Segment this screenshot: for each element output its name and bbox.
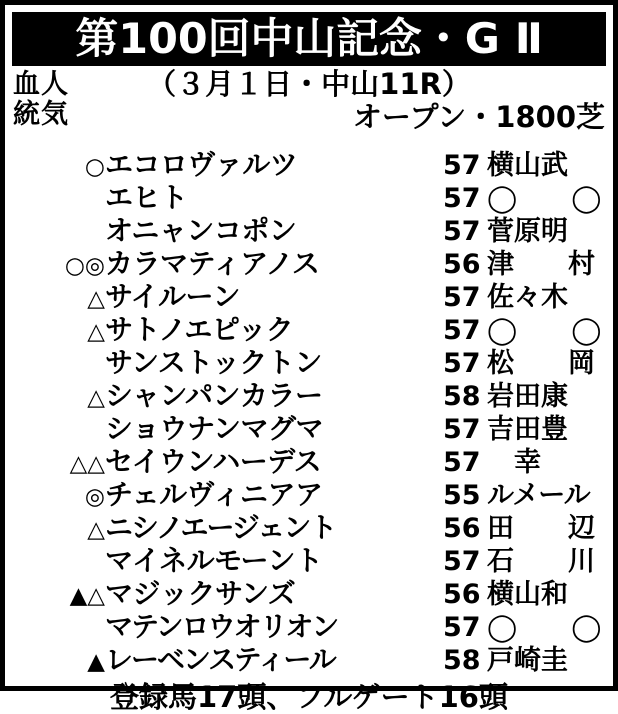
horse-name: シャンパンカラー xyxy=(105,379,323,412)
horse-marks: ○ xyxy=(84,154,105,180)
horse-name: エコロヴァルツ xyxy=(105,148,298,181)
horse-marks: △ xyxy=(87,385,105,411)
table-row xyxy=(13,148,605,181)
horse-marks: ▲ xyxy=(87,649,105,675)
horse-weight: 57 xyxy=(443,183,481,214)
horse-jockey: 田 辺 xyxy=(487,513,595,544)
horse-weight: 57 xyxy=(443,282,481,313)
horse-weight: 57 xyxy=(443,150,481,181)
horse-marks: △ xyxy=(87,319,105,345)
horse-weight: 57 xyxy=(443,546,481,577)
horse-jockey: 岩田康 xyxy=(487,381,568,412)
horse-name: ニシノエージェント xyxy=(105,511,336,544)
horse-name: セイウンハーデス xyxy=(105,445,322,478)
horse-jockey: 幸 xyxy=(487,447,568,478)
horse-jockey: 菅原明 xyxy=(487,216,568,247)
horse-name: レーベンスティール xyxy=(105,643,335,676)
header-label-blood: 血人 xyxy=(13,69,69,100)
race-header xyxy=(13,68,605,146)
horse-name: サトノエピック xyxy=(105,313,294,346)
horse-name: マジックサンズ xyxy=(105,577,296,610)
race-conditions: オープン・1800芝 xyxy=(352,100,605,134)
horse-weight: 57 xyxy=(443,315,481,346)
table-row xyxy=(13,214,605,247)
horse-jockey: 戸崎圭 xyxy=(487,645,568,676)
horse-marks: ○◎ xyxy=(64,253,105,279)
horse-jockey: 横山武 xyxy=(487,150,568,181)
horse-name: マテンロウオリオン xyxy=(105,610,338,643)
horse-jockey: 石 川 xyxy=(487,546,595,577)
horse-name: カラマティアノス xyxy=(105,247,320,280)
horse-marks: ◎ xyxy=(84,484,105,510)
horse-weight: 56 xyxy=(443,249,481,280)
horse-name: チェルヴィニアア xyxy=(105,478,323,511)
horse-jockey: 松 岡 xyxy=(487,348,595,379)
horse-jockey: ◯ ◯ xyxy=(487,612,602,643)
horse-name: サイルーン xyxy=(105,280,240,313)
horse-name: オニャンコポン xyxy=(105,214,297,247)
table-row xyxy=(13,379,605,412)
horse-marks: △△ xyxy=(69,451,105,477)
table-row xyxy=(13,445,605,478)
table-row xyxy=(13,643,605,676)
table-row xyxy=(13,181,605,214)
table-row xyxy=(13,511,605,544)
horse-jockey: ◯ ◯ xyxy=(487,183,602,214)
horse-jockey: 津 村 xyxy=(487,249,595,280)
table-row xyxy=(13,544,605,577)
horse-weight: 58 xyxy=(443,645,481,676)
horse-weight: 55 xyxy=(443,480,481,511)
horse-weight: 57 xyxy=(443,216,481,247)
horse-weight: 58 xyxy=(443,381,481,412)
horse-name: サンストックトン xyxy=(105,346,322,379)
horse-weight: 56 xyxy=(443,513,481,544)
horse-marks: ▲△ xyxy=(69,583,105,609)
horse-weight: 57 xyxy=(443,414,481,445)
race-date-venue: （３月１日・中山11R） xyxy=(147,67,471,101)
horse-jockey: ◯ ◯ xyxy=(487,315,602,346)
table-row xyxy=(13,577,605,610)
table-row xyxy=(13,478,605,511)
race-title-banner xyxy=(12,12,606,66)
horse-name: エヒト xyxy=(105,181,188,214)
race-title: 第100回中山記念・G Ⅱ xyxy=(75,14,543,63)
horse-weight: 56 xyxy=(443,579,481,610)
horse-jockey: 横山和 xyxy=(487,579,568,610)
entry-count-note: 登録馬17頭、フルゲート16頭 xyxy=(110,680,508,714)
horse-name: ショウナンマグマ xyxy=(105,412,324,445)
header-label-form: 統気 xyxy=(13,99,69,130)
horse-jockey: 佐々木 xyxy=(487,282,568,313)
horse-marks: △ xyxy=(87,286,105,312)
table-row xyxy=(13,412,605,445)
table-row xyxy=(13,247,605,280)
horse-jockey: 吉田豊 xyxy=(487,414,568,445)
table-row xyxy=(13,313,605,346)
horse-weight: 57 xyxy=(443,612,481,643)
horse-name: マイネルモーント xyxy=(105,544,323,577)
horse-weight: 57 xyxy=(443,348,481,379)
horse-marks: △ xyxy=(87,517,105,543)
horse-jockey: ルメール xyxy=(487,480,590,511)
table-row xyxy=(13,280,605,313)
table-row xyxy=(13,610,605,643)
horse-weight: 57 xyxy=(443,447,481,478)
horse-entry-list xyxy=(13,148,605,676)
table-row xyxy=(13,346,605,379)
